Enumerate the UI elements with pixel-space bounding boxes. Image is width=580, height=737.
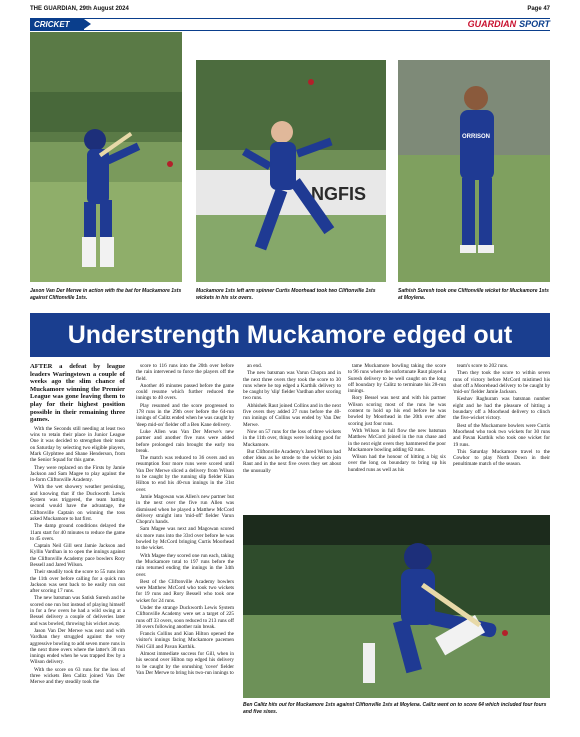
article-paragraph: With Wilson in full flow the new batsman Matthew McCord joined in the run chase and in the next eight overs they hammered the poor Muckamore bowling adding 82 runs.: [348, 427, 446, 453]
article-paragraph: Keshav Raghuram was batsman number eight and he had the pleasure of hitting a boundary off a Moorhead delivery to clinch the five-wicket victory.: [453, 396, 550, 422]
paper-date: THE GUARDIAN, 29th August 2024: [30, 6, 129, 12]
ground-sign-text: NGFIS: [311, 184, 367, 204]
article-paragraph: This Saturday Muckamore travel to the Cowhor to play North Down in their penultimate match of the season.: [453, 448, 550, 468]
section-tag: [30, 19, 84, 30]
article-paragraph: The new batsman was Varun Chopra and in the next three overs they took the score to 30 runs where he top edged a Karthik delivery to be caught by 'slip' fielder Vardhan after scoring two runs.: [243, 370, 341, 402]
article-paragraph: Play resumed and the score progressed to 178 runs in the 29th over before the 64-run innings of Calitz ended when he was caught by 'deep mid-on' fielder off a Ben Kane delivery.: [136, 402, 234, 428]
photo-suresh-graphic: [398, 60, 550, 282]
article-paragraph: Best of the Muckamore bowlers were Curtis Moorhead who took two wickets for 30 runs and Pavan Karthik who took one wicket for 19 runs.: [453, 422, 550, 448]
article-paragraph: Almost immediate success for Gill, when in his second over Hilton top edged his delivery to be caught by the onrushing 'cover' fielder Van Der Merwe to bring his two-run innings to: [136, 651, 234, 676]
photo-batsman-van-der-merwe-graphic: [30, 32, 182, 282]
photo-caption-3: Sathish Suresh took one Cliftonville wicket for Muckamore 1sts at Moylena.: [398, 288, 549, 301]
article-paragraph: Abhishek Raut joined Collins and in the next five overs they added 27 runs before the 40-run innings of Collins was ended by Van Der Merwe.: [243, 402, 341, 428]
brand-logo: [468, 19, 550, 30]
article-paragraph: With the Seconds still needing at least two wins to retain their place in Junior League One it was decided to strengthen their team on Saturday by selecting two eligible players, Mark Glyphtree and Shane Henderson, from the Senior Squad for this game.: [30, 425, 125, 464]
article-paragraph: Captain Neil Gill sent Jamie Jackson and Kyllin Vardhan in to open the innings against the Cliftonville Academy pace bowlers Rory Bessell and Jared Wilson.: [30, 543, 125, 568]
photo-caption-1: Jason Van Der Merwe in action with the bat for Muckamore 1sts against Cliftonville 1sts.: [30, 288, 182, 301]
article-paragraph: But Cliftonville Academy's Jared Wilson had other ideas as he strode to the wicket to join Raut and in the next five overs they set about the unusually: [243, 448, 341, 474]
article-paragraph: Now on 57 runs for the loss of three wickets in the 11th over, things were looking good for Muckamore.: [243, 428, 341, 448]
article-paragraph: The damp ground conditions delayed the 11am start for 40 minutes to reduce the game to 45 overs.: [30, 523, 125, 542]
article-paragraph: With Magee they scored one run each, taking the Muckamore total to 197 runs before the rain returned ending the innings in the 34th over.: [136, 552, 234, 578]
article-column-4: [348, 363, 446, 474]
article-column-2: [136, 363, 234, 677]
article-paragraph: Their steadily took the score to 55 runs into the 11th over before calling for a quick run Jackson was sent back to be easily run out after scoring 17 runs.: [30, 569, 125, 595]
article-paragraph: The new batsman was Satish Suresh and he scored one run but instead of playing himself in for a few overs he had a wild swing at a Bessel delivery a couple of deliveries later and was bowled, throwing his wicket away.: [30, 595, 125, 627]
shirt-sponsor-text: ORRISON: [462, 134, 491, 140]
article-paragraph: Rory Bessel was next and with his partner Wilson scoring most of the runs he was content to hold up his end before he was bowled by Moorhead in the 20th over after scoring just four runs.: [348, 395, 446, 427]
article-column-1: [30, 363, 125, 687]
photo-calitz-graphic: [243, 515, 550, 698]
article-paragraph: Jason Van Der Merwe was next and with Vardhan they struggled against the very aggressive bowling to add seven more runs in the next three overs where the latter's 30 run innings ended when he was trapped lbw by a Wilson delivery.: [30, 627, 125, 666]
article-paragraph: Wilson had the honour of hitting a big six over the long on boundary to bring up his hundred runs as well as his: [348, 454, 446, 473]
photo-caption-2: Muckamore 1sts left arm spinner Curtis Moorhead took two Cliftonville 1sts wickets in his six overs.: [196, 288, 376, 301]
article-paragraph: score to 116 runs into the 20th over before the rain intervened to force the players off the field.: [136, 363, 234, 382]
article-paragraph: tame Muckamore bowling taking the score to 96 runs where the unfortunate Raut played a Suresh delivery to be well caught on the long off boundary by Calitz to terminate his 28-run innings.: [348, 363, 446, 395]
photo-batsman-van-der-merwe: [30, 32, 182, 282]
article-paragraph: Then they took the score to within seven runs of victory before McCord mistimed his shot off a Moorehead delivery to be caught by 'mid-on' fielder Jamie Jackson.: [453, 370, 550, 396]
article-paragraph: Francis Collins and Kian Hilton opened the visitor's innings facing Muckamore pacemen Neil Gill and Pavan Karthik.: [136, 631, 234, 650]
article-paragraph: Under the strange Duckworth Lewis System Cliftonville Academy were set a target of 225 runs off 33 overs, soon reduced to 213 runs off 30 overs following another rain break.: [136, 604, 234, 630]
chevron-right-icon: [84, 19, 91, 29]
article-column-5: [453, 363, 550, 469]
article-headline: Understrength Muckamore edged out: [30, 313, 550, 357]
article-paragraph: Best of the Cliftonville Academy bowlers were Matthew McCord who took two wickets for 19 runs and Rory Bessell who took one wicket for 24 runs.: [136, 578, 234, 604]
article-paragraph: Sam Magee was next and Magowan scored six more runs into the 33rd over before he was bowled by McCord bringing Curtis Moorhead to the wicket.: [136, 526, 234, 552]
photo-bowler-moorhead: [196, 60, 386, 282]
article-paragraph: team's score to 202 runs.: [457, 363, 509, 369]
article-paragraph: an end.: [247, 363, 262, 369]
article-lead-paragraph: AFTER a defeat by league leaders Waringstown a couple of weeks ago the slim chance of Muckamore winning the Premier League was gone leaving them to play for their highest position possible in their remaining three games.: [30, 363, 125, 424]
photo-suresh: [398, 60, 550, 282]
article-paragraph: With the wet showery weather persisting, and knowing that if the Duckworth Lewis System was triggered, the team batting second would have the advantage, the Cliftonville Captain on winning the toss asked Muckamore to bat first.: [30, 484, 125, 522]
page-number: Page 47: [527, 6, 550, 12]
article-paragraph: The match was reduced to 36 overs and on resumption four more runs were scored until Van Der Merwe sliced a delivery from Wilson to be caught by the running slip fielder Kian Hilton to end his 40-run innings in the 31st over.: [136, 455, 234, 493]
article-paragraph: They were replaced on the Firsts by Jamie Jackson and Sam Magee to play against the in-form Cliftonville Academy.: [30, 464, 125, 484]
article-paragraph: Another 46 minutes passed before the game could resume which further reduced the innings to 40 overs.: [136, 382, 234, 402]
article-paragraph: Luke Allen was Van Der Merwe's new partner and another five runs were added before prolonged rain brought the early tea break.: [136, 428, 234, 454]
photo-caption-4: Ben Calitz hits out for Muckamore 1sts against Cliftonville 1sts at Moylena. Calitz went on to score 64 which included four fours and five sixes.: [243, 702, 547, 715]
article-paragraph: Jamie Magowan was Allen's new partner but in the next over the five run Allen was dismissed when he played a Matthew McCord delivery straight into 'mid-off' fielder Varun Chopra's hands.: [136, 493, 234, 526]
photo-bowler-moorhead-graphic: [196, 60, 386, 282]
article-paragraph: With the score on 63 runs for the loss of three wickets Ben Calitz joined Van Der Merwe and they steadily took the: [30, 666, 125, 686]
page-header-line: [30, 6, 550, 16]
photo-calitz: [243, 515, 550, 698]
section-banner: [30, 18, 550, 31]
brand-main: GUARDIAN: [467, 19, 517, 29]
section-tag-label: CRICKET: [34, 20, 70, 29]
article-column-3: [243, 363, 341, 475]
brand-sport: SPORT: [519, 19, 550, 29]
